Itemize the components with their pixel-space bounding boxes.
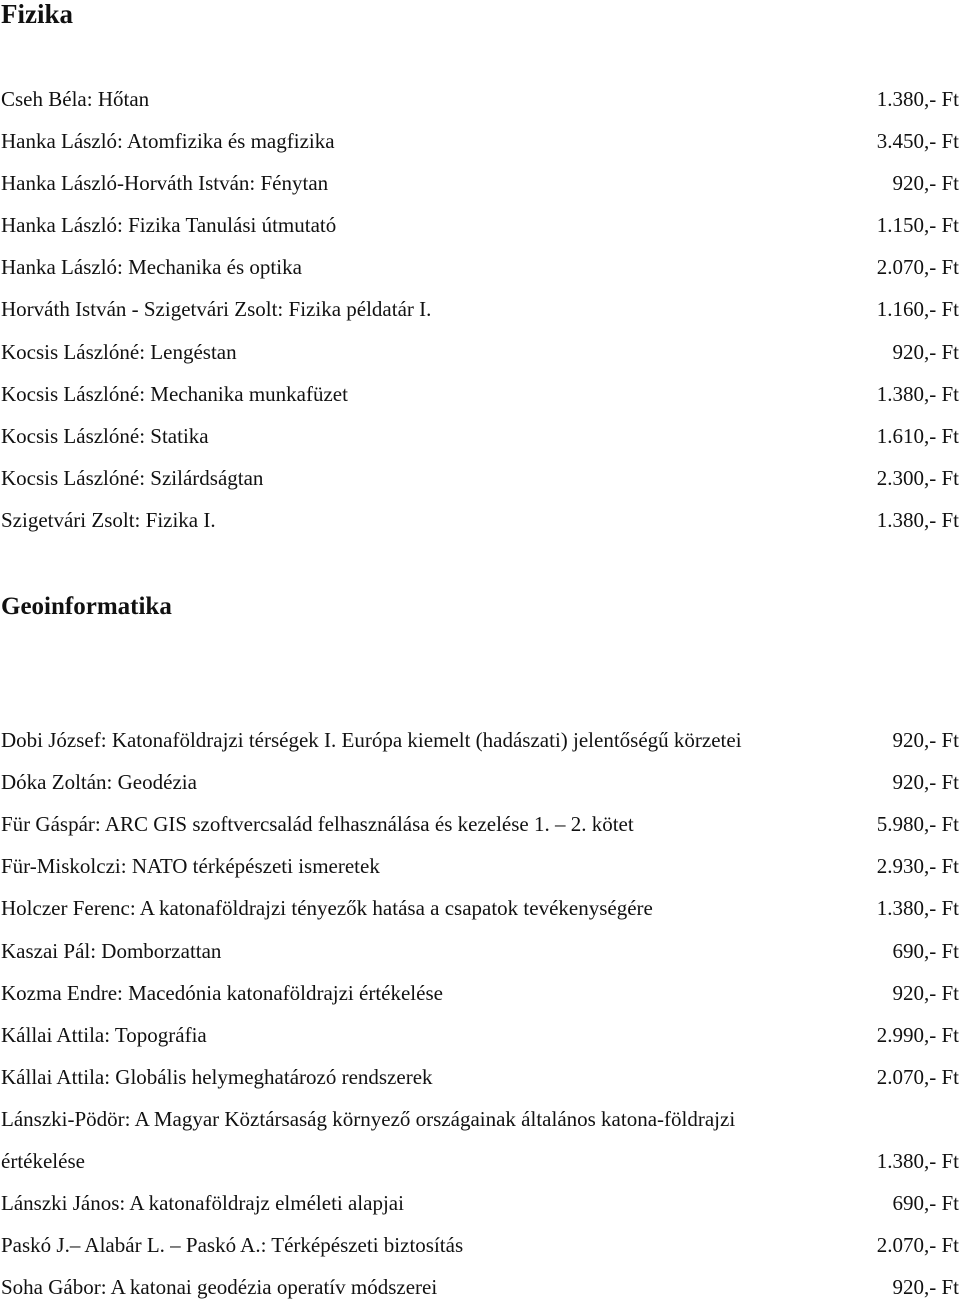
book-title: Kocsis Lászlóné: Statika (1, 423, 209, 448)
book-title: Cseh Béla: Hőtan (1, 87, 150, 111)
book-title: Szigetvári Zsolt: Fizika I. (1, 507, 216, 532)
list-item (0, 246, 960, 288)
book-title: Soha Gábor: A katonai geodézia operatív módszerei (1, 1275, 438, 1300)
book-price: 1.160,- Ft (876, 297, 959, 322)
book-price: 920,- Ft (892, 171, 959, 196)
list-item (0, 204, 960, 246)
list-item (0, 887, 960, 929)
section-heading-fizika: Fizika (1, 0, 73, 29)
list-item (0, 1098, 960, 1182)
book-price: 3.450,- Ft (876, 129, 959, 154)
book-price: 690,- Ft (892, 1191, 959, 1216)
book-price: 1.380,- Ft (876, 507, 959, 532)
book-price: 2.070,- Ft (876, 255, 959, 280)
list-item (0, 499, 960, 541)
list-item (0, 1014, 960, 1056)
book-title: Kocsis Lászlóné: Mechanika munkafüzet (1, 381, 348, 406)
price-list-fizika (0, 78, 960, 541)
list-item (0, 120, 960, 162)
list-item (0, 1266, 960, 1308)
book-title: Kállai Attila: Topográfia (1, 1022, 207, 1047)
book-price: 1.610,- Ft (876, 423, 959, 448)
book-price: 920,- Ft (892, 728, 959, 753)
book-price: 920,- Ft (892, 339, 959, 364)
list-item (0, 331, 960, 373)
book-price: 2.990,- Ft (876, 1022, 959, 1047)
book-price: 2.070,- Ft (876, 1064, 959, 1089)
book-price: 920,- Ft (892, 770, 959, 795)
book-price: 690,- Ft (892, 938, 959, 963)
book-title: Dobi József: Katonaföldrajzi térségek I. Európa kiemelt (hadászati) jelentőségű körzetei (1, 728, 742, 753)
book-title: Hanka László: Mechanika és optika (1, 255, 302, 280)
list-item (0, 78, 960, 120)
list-item (0, 162, 960, 204)
book-title: Hanka László: Fizika Tanulási útmutató (1, 213, 337, 238)
book-title: Kaszai Pál: Domborzattan (1, 938, 222, 963)
book-price: 2.070,- Ft (876, 1233, 959, 1258)
book-title: Paskó J.– Alabár L. – Paskó A.: Térképészeti biztosítás (1, 1233, 464, 1258)
book-title: Für-Miskolczi: NATO térképészeti ismeretek (1, 854, 380, 879)
list-item (0, 803, 960, 845)
list-item (0, 457, 960, 499)
book-price: 1.380,- Ft (876, 381, 959, 406)
book-price: 1.380,- Ft (876, 87, 959, 111)
book-price: 920,- Ft (892, 980, 959, 1005)
price-list-geoinformatika (0, 677, 960, 1308)
book-title: Lánszki-Pödör: A Magyar Köztársaság környező országainak általános katona-földrajzi értékelése (1, 1106, 736, 1174)
list-item (0, 930, 960, 972)
book-price: 5.980,- Ft (876, 812, 959, 837)
list-item (0, 972, 960, 1014)
list-item (0, 761, 960, 803)
book-price: 920,- Ft (892, 1275, 959, 1300)
book-title: Für Gáspár: ARC GIS szoftvercsalád felhasználása és kezelése 1. – 2. kötet (1, 812, 634, 837)
list-item (0, 1224, 960, 1266)
book-title: Kocsis Lászlóné: Szilárdságtan (1, 465, 264, 490)
list-item (0, 415, 960, 457)
book-title: Horváth István - Szigetvári Zsolt: Fizika példatár I. (1, 297, 432, 322)
list-item (0, 677, 960, 761)
book-title: Kozma Endre: Macedónia katonaföldrajzi értékelése (1, 980, 443, 1005)
book-title: Lánszki János: A katonaföldrajz elméleti alapjai (1, 1191, 404, 1216)
book-price: 2.300,- Ft (876, 465, 959, 490)
list-item (0, 1056, 960, 1098)
book-price: 1.380,- Ft (876, 896, 959, 921)
book-price: 1.150,- Ft (876, 213, 959, 238)
book-title: Holczer Ferenc: A katonaföldrajzi tényezők hatása a csapatok tevékenységére (1, 896, 653, 921)
book-title: Dóka Zoltán: Geodézia (1, 770, 197, 795)
book-title: Hanka László: Atomfizika és magfizika (1, 129, 335, 154)
list-item (0, 373, 960, 415)
book-price: 2.930,- Ft (876, 854, 959, 879)
list-item (0, 288, 960, 330)
book-title: Kocsis Lászlóné: Lengéstan (1, 339, 237, 364)
list-item (0, 845, 960, 887)
book-title: Kállai Attila: Globális helymeghatározó rendszerek (1, 1064, 433, 1089)
section-heading-geoinformatika: Geoinformatika (1, 593, 172, 620)
book-title: Hanka László-Horváth István: Fénytan (1, 171, 329, 196)
book-price: 1.380,- Ft (876, 1149, 959, 1174)
list-item (0, 1182, 960, 1224)
